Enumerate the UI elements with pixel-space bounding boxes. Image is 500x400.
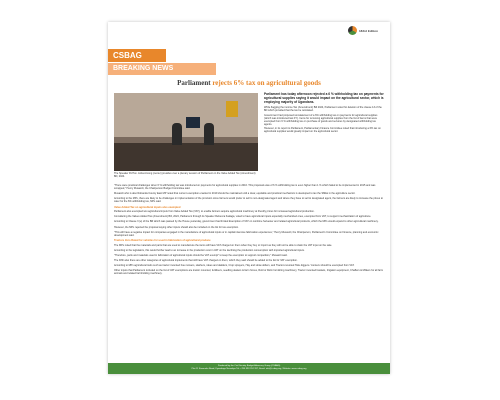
lead-paragraph: Parliament has today afternoon rejected a 6 % withholding tax on payments for agricultural supplies saying it would impact on the agricultural sector, which is employing majority of Ugandans.: [264, 92, 384, 104]
body-paragraph: According to Clause 3 (e) of the Bill which was passed by the House yesterday, government had limited Exemption of VAT on combine harvester and related agricultural products, which the MPs would expand to other agricultural machinery.: [114, 220, 379, 224]
body-paragraph: However, the MPs rejected the proposal saying other inputs should also be included on the list for tax exemption.: [114, 225, 239, 229]
side-paragraph: Government had proposed reinstatement of a 6% withholding tax on payments for agricultural supplies (which was introduced last FY). Items for removing agricultural supplies from the list of items that were exempted from 6 % withholding tax on purchase of goods and services by designated withholding tax agents.: [264, 113, 378, 126]
body-paragraph: Parliament also exempted two agricultural inputs from Value Added Tax (VAT), to enable farmers acquire agricultural machinery at friendly prices for increased agricultural production.: [114, 210, 315, 214]
side-column: [264, 93, 384, 135]
headline-part1: Parliament: [177, 79, 211, 87]
org-banner: CSBAG: [108, 49, 166, 62]
section-banner: BREAKING NEWS: [108, 63, 216, 75]
page-footer: [108, 363, 390, 374]
section-subheading: Tractors Zero Rated for vehicles for used in fabrication of agricultural produce: [114, 239, 211, 242]
body-paragraph: "This will have a negative impact for companies engaged in the manufacture of agricultural inputs or in capital intensive fabrication experiences," Henry Musasizi, the Chairperson, Parliament's Committee on Finance, planning and economic development said.: [114, 230, 379, 237]
photo-caption: The Speaker Rt.Hon. Anita Among (center) presides over a plenary session of Parliament on the Value Added Tax (Amendment) Bill, 2024.: [114, 172, 256, 178]
article-body: [114, 184, 384, 278]
monitor-graphic: [186, 117, 200, 128]
footer-line: Produced by the Civil Society Budget Advocacy Group (CSBAG): [217, 365, 281, 367]
body-paragraph: Considering the Values Added Tax (Amendment) Bill, 2024, Parliament through its Speaker Rebecca Kadaga, voted to have agricultural inputs especially mechanized ones, exempted from VAT, to support mechanization of agriculture.: [114, 215, 372, 219]
body-paragraph: The MPs noted that the materials and parts that are used to manufacture the items will have VAT charged on them when they buy or import as they will not be able to claim the VAT input on the sale.: [114, 243, 333, 247]
body-paragraph: The Fifth also there are other categories of agricultural implements that still have VAT charged on them, which they said should be added to the list for VAT exemption.: [114, 259, 298, 263]
side-paragraph: While flagging the income Tax (Amendment) Bill 2024, Parliament voted for deletion of the clause 13 of the Bill which provided that the tax be reinstated.: [264, 106, 382, 113]
side-paragraph: However, in its report to Parliament, Parliamentary Finance Committee noted that introducing a 6% tax on agricultural supplies would greatly impact on the agricultural sector.: [264, 127, 381, 134]
section-subheading: Value Added Tax on agricultural inputs also exempted: [114, 205, 181, 209]
body-paragraph: "Therefore, parts and materials used in fabrication of agricultural inputs should be VAT exempt" to keep the exemption to support competition," Musasizi said.: [114, 253, 288, 257]
body-paragraph: Other inputs that Parliament included on the list of VAT exemptions are tractor mounted, fertilisers, seedling dealers & farm forces, Rotil or Rolm furnishing machinery, Tractor mounted baskets, Irrigation equipment, Chaffers & Milkers for all farm animals and related farmholding machinery.: [114, 269, 384, 276]
csbag-logo-icon: [348, 26, 357, 35]
body-paragraph: "There were practical challenges when 6 % withholding tax was introduced on payments for agricultural supplies in 2016. This proposals was of 6 % withholding tax is even higher than 1 % which failed to be implemented in 2015 and was scrapped," Henry Musasizi, the Chairperson Budget Committee said.: [114, 184, 376, 190]
logo: [348, 26, 378, 35]
footer-contact: Plot 11 Kiwanuka Road, Kyambogo Nsambya Tel: +256 393 224 337, Email: info@csbag.org, Website: www.csbag.org: [191, 368, 307, 370]
headline-part2: rejects 6% tax on agricultural goods: [212, 79, 321, 87]
lead-photo: [114, 93, 258, 171]
body-paragraph: According to the MPs, there are likely to be challenges in implementation of the provision since farmers would prefer to sell to non-designated agent and where they have to sell to designated agent, the farmers are likely to increase the prices to cater for the 6% withholding tax, MPs said.: [114, 197, 383, 204]
news-page: [108, 22, 390, 374]
edition-label: 183rd Edition: [358, 28, 378, 33]
body-paragraph: Musasizi who is also Rubanda County East MP noted that current exemption enacted in 2019 should be maintained until a clear, equitable and practical mechanism is developed to tax the SMEs in the agriculture sector.: [114, 192, 356, 196]
body-paragraph: According to MPs agricultural tools such as tractor mounted hoe mowers, slashers, rakes and dadders, Crop sprayers, Hay and straw dollers, and Tractor-mounted Hole diggers / Junkers should be exempted from VAT.: [114, 264, 355, 268]
flag-graphic: [226, 101, 238, 117]
body-paragraph: According to the legislators, this would further lead to an increase in the production cost in VAT on the declining the production consumption with imported agricultural inputs.: [114, 248, 305, 252]
page-title: [108, 79, 390, 87]
